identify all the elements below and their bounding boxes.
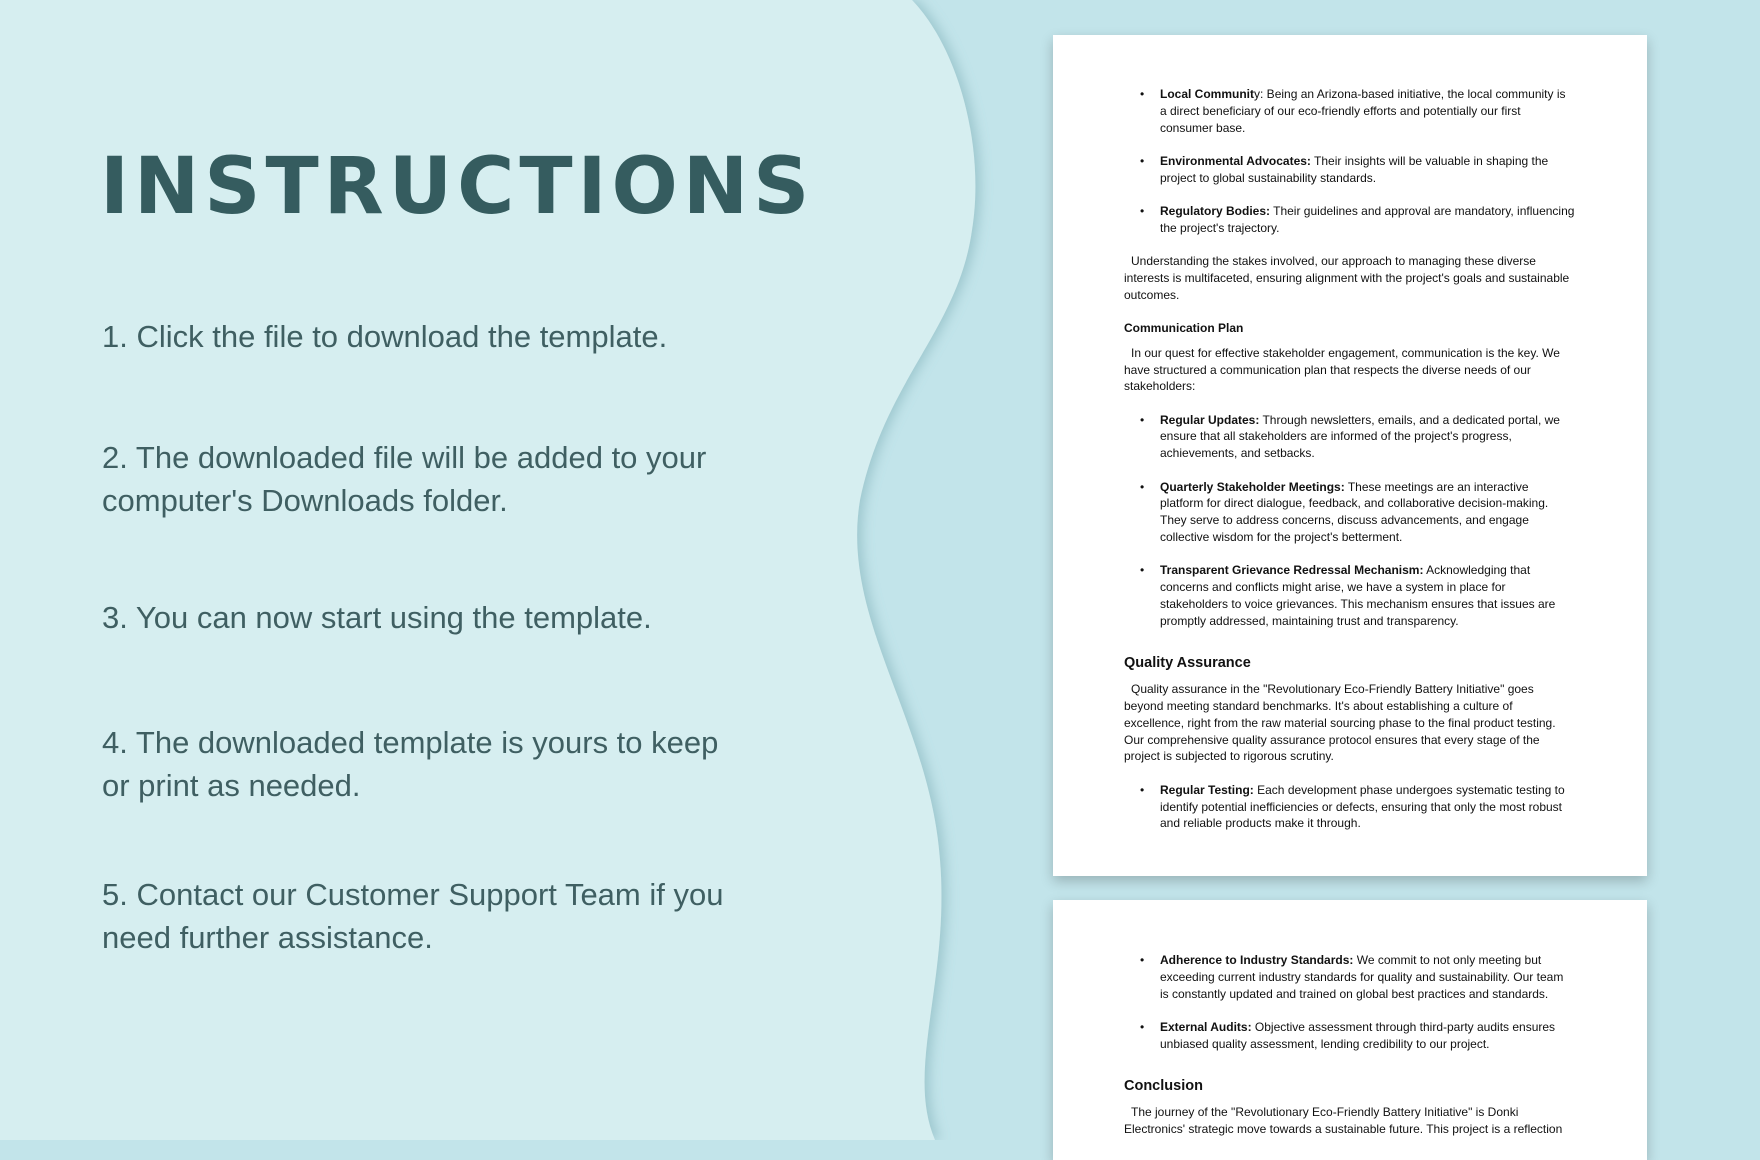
instruction-step-5 [102,873,723,959]
bullet-icon: • [1140,782,1145,797]
quality-heading: Quality Assurance [1124,655,1251,672]
bullet-icon: • [1140,87,1145,101]
step-line: 3. You can now start using the template. [102,600,652,635]
item-text: y: Being an Arizona-based initiative, the local community is a direct beneficiary of our eco-friendly efforts and potentially our first consumer base. [1160,87,1566,135]
item-text: These meetings are an interactive platform for direct dialogue, feedback, and collaborative decision-making. They serve to address concerns, discuss advancements, and engage collective wisdom for the project's betterment. [1160,479,1549,544]
conclusion-heading: Conclusion [1124,1078,1203,1095]
stakes-paragraph: Understanding the stakes involved, our approach to managing these diverse interests is multifaceted, ensuring alignment with the project's goals and sustainable outcomes. [1124,254,1570,302]
standards-list [1124,952,1575,1052]
conclusion-paragraph: The journey of the "Revolutionary Eco-Friendly Battery Initiative" is Donki Electronics' strategic move towards a sustainable future. This project is a reflection [1124,1105,1563,1137]
quality-list [1124,782,1575,832]
item-label: Local Communit [1160,87,1255,101]
list-item [1124,952,1575,1002]
bullet-icon: • [1140,412,1145,427]
item-text: We commit to not only meeting but exceeding current industry standards for quality and sustainability. Our team is constantly updated and trained on global best practices and standards. [1160,953,1564,1001]
step-line: 2. The downloaded file will be added to your [102,440,707,475]
item-label: Adherence to Industry Standards: [1160,953,1354,967]
list-item [1124,412,1575,462]
communication-list [1124,412,1575,630]
list-item [1124,86,1575,136]
item-text: Their guidelines and approval are mandatory, influencing the project's trajectory. [1160,203,1575,235]
instruction-step-1 [102,315,667,358]
item-label: Regular Updates: [1160,412,1260,427]
item-text: Objective assessment through third-party audits ensures unbiased quality assessment, lending credibility to our project. [1160,1019,1556,1051]
list-item [1124,782,1575,832]
item-label: Regulatory Bodies: [1160,203,1271,218]
item-label: Environmental Advocates: [1160,153,1311,168]
item-text: Their insights will be valuable in shaping the project to global sustainability standards. [1160,153,1549,185]
step-line: 5. Contact our Customer Support Team if you [102,877,724,912]
quality-paragraph: Quality assurance in the "Revolutionary Eco-Friendly Battery Initiative" goes beyond meeting standard benchmarks. It's about establishing a culture of excellence, right from the raw material sourcing phase to the final product testing. Our comprehensive quality assurance protocol ensures that every stage of the project is subjected to rigorous scrutiny. [1124,682,1556,764]
item-label: Quarterly Stakeholder Meetings: [1160,479,1345,494]
page-title: INSTRUCTIONS [100,142,815,232]
step-line: need further assistance. [102,920,433,955]
bullet-icon: • [1140,953,1145,967]
communication-heading: Communication Plan [1124,320,1244,335]
item-text: Acknowledging that concerns and conflicts might arise, we have a system in place for stakeholders to voice grievances. This mechanism ensures that issues are promptly addressed, maintaining trust and transparency. [1160,563,1556,628]
list-item [1124,479,1575,546]
item-label: External Audits: [1160,1019,1252,1034]
bullet-icon: • [1140,1019,1145,1034]
instruction-step-3 [102,596,652,639]
instruction-step-4 [102,721,718,807]
step-line: 4. The downloaded template is yours to keep [102,725,719,760]
communication-paragraph: In our quest for effective stakeholder engagement, communication is the key. We have structured a communication plan that respects the diverse needs of our stakeholders: [1124,345,1560,394]
list-item [1124,153,1575,187]
step-line: or print as needed. [102,768,361,803]
item-text: Through newsletters, emails, and a dedicated portal, we ensure that all stakeholders are informed of the project's progress, achievements, and setbacks. [1160,412,1560,461]
item-label: Regular Testing: [1160,782,1254,797]
document-page-preview[interactable] [1053,35,1647,876]
stakeholder-list [1124,86,1575,237]
step-line: computer's Downloads folder. [102,483,508,518]
document-page-preview[interactable] [1053,900,1647,1160]
item-label: Transparent Grievance Redressal Mechanism: [1160,563,1424,578]
bullet-icon: • [1140,563,1145,578]
bullet-icon: • [1140,479,1145,494]
bullet-icon: • [1140,153,1145,168]
instruction-step-2 [102,436,706,522]
step-line: 1. Click the file to download the template. [102,319,668,354]
list-item [1124,203,1575,237]
list-item [1124,1019,1575,1053]
item-text: Each development phase undergoes systematic testing to identify potential inefficiencies or defects, ensuring that only the most robust and reliable products make it through. [1160,782,1565,831]
list-item [1124,562,1575,629]
bullet-icon: • [1140,203,1145,218]
